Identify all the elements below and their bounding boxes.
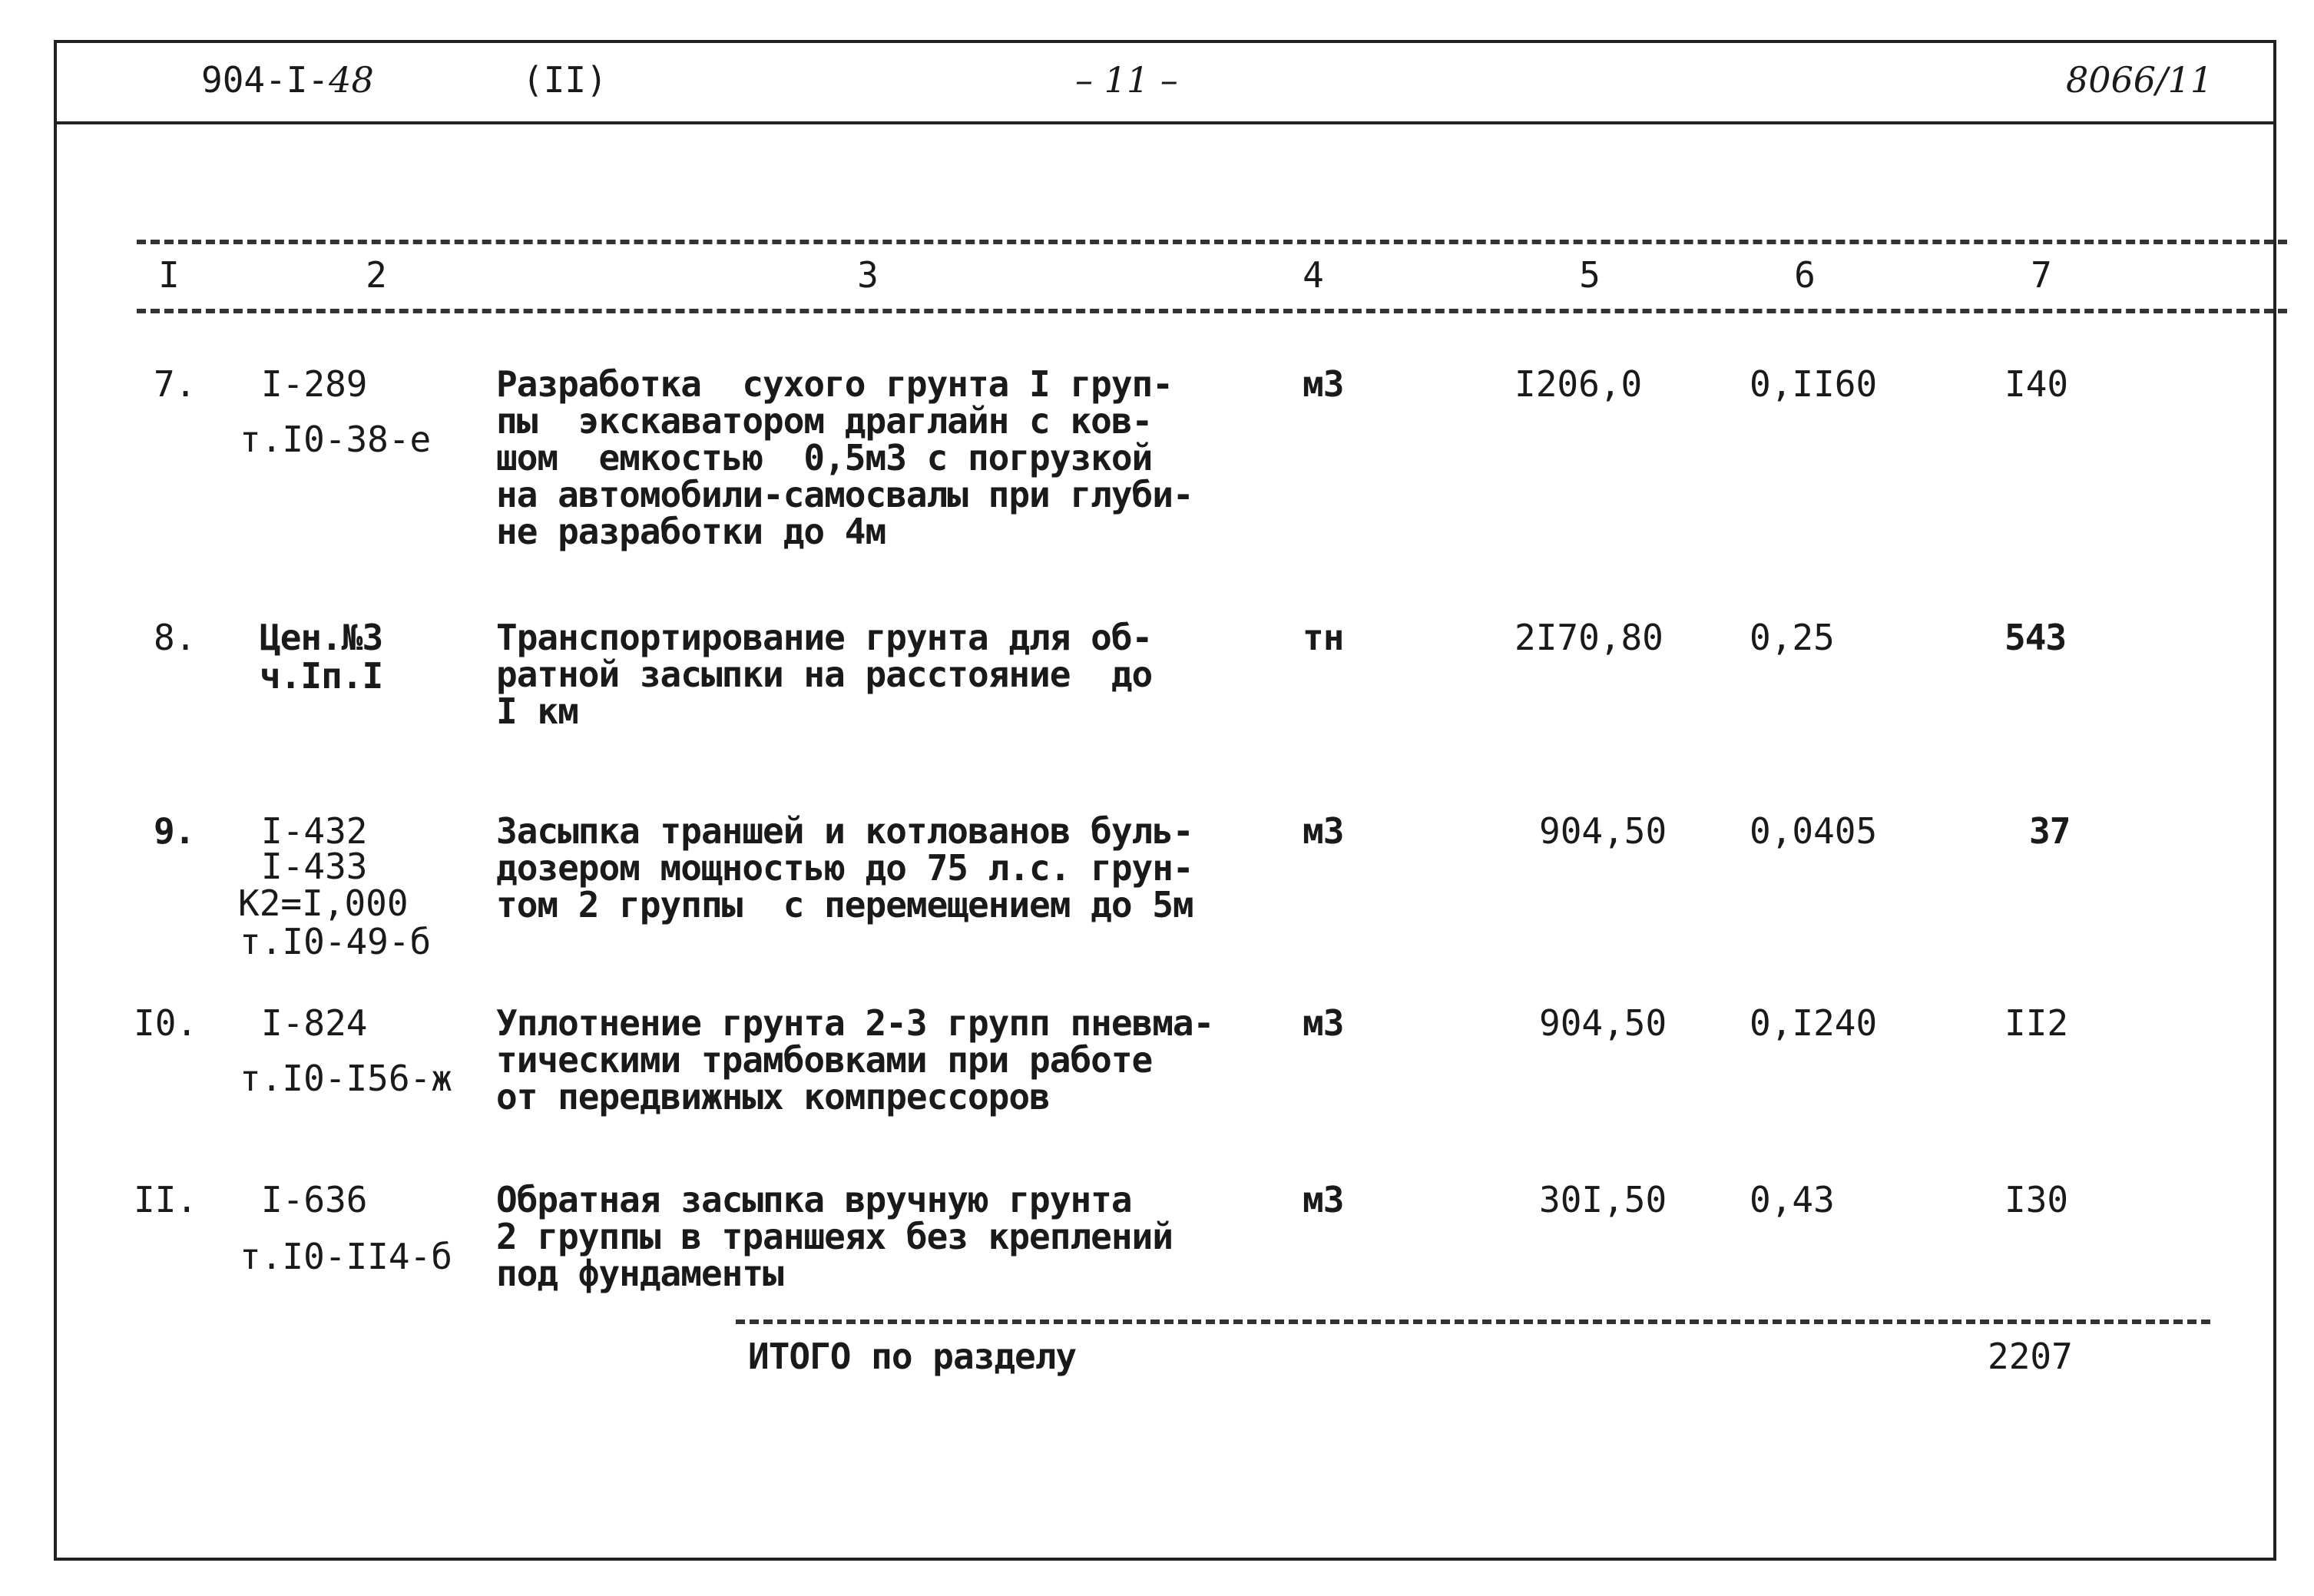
row-description-line: I км: [496, 690, 578, 732]
row-description-line: Обратная засыпка вручную грунта: [496, 1179, 1132, 1220]
row-number: I0.: [134, 1002, 198, 1044]
row-description-line: Транспортирование грунта для об-: [496, 617, 1153, 658]
row-number: II.: [134, 1179, 198, 1220]
column-header-4: 4: [1303, 254, 1324, 296]
document-number-handwritten: 48: [329, 59, 374, 101]
column-header-7: 7: [2031, 254, 2052, 296]
row-total: I40: [2004, 363, 2069, 405]
row-unit: м3: [1303, 1179, 1344, 1220]
row-code-line: ч.Iп.I: [260, 655, 383, 697]
column-header-5: 5: [1579, 254, 1601, 296]
row-number: 7.: [154, 363, 197, 405]
document-number-printed: 904-I-: [201, 59, 329, 101]
row-quantity: 904,50: [1539, 1002, 1667, 1044]
summary-rule: [736, 1320, 2210, 1324]
row-number: 8.: [154, 617, 197, 658]
row-unit: м3: [1303, 810, 1344, 852]
row-description-line: пы экскаватором драглайн с ков-: [496, 400, 1153, 442]
summary-total: 2207: [1988, 1336, 2073, 1377]
row-code-line: т.I0-II4-б: [240, 1236, 452, 1277]
row-quantity: I206,0: [1515, 363, 1643, 405]
row-code-line: I-289: [261, 363, 368, 405]
row-description-line: от передвижных компрессоров: [496, 1076, 1050, 1118]
row-code-line: I-636: [261, 1179, 368, 1220]
row-description-line: Разработка сухого грунта I груп-: [496, 363, 1173, 405]
row-rate: 0,I240: [1750, 1002, 1878, 1044]
row-rate: 0,43: [1750, 1179, 1835, 1220]
column-header-2: 2: [366, 254, 387, 296]
row-code-line: т.I0-I56-ж: [240, 1058, 452, 1099]
row-description-line: Уплотнение грунта 2-3 групп пневма-: [496, 1002, 1214, 1044]
row-description-line: шом емкостью 0,5м3 с погрузкой: [496, 437, 1153, 478]
row-code-line: т.I0-49-б: [240, 921, 432, 962]
summary-label: ИТОГО по разделу: [748, 1336, 1077, 1377]
column-header-1: I: [158, 254, 180, 296]
row-unit: тн: [1303, 617, 1344, 658]
row-total: II2: [2004, 1002, 2069, 1044]
row-quantity: 2I70,80: [1515, 617, 1663, 658]
row-quantity: 904,50: [1539, 810, 1667, 852]
row-rate: 0,0405: [1750, 810, 1878, 852]
row-description-line: тическими трамбовками при работе: [496, 1039, 1153, 1081]
row-code-line: К2=I,000: [238, 882, 409, 924]
sheet-reference: 8066/11: [2066, 59, 2213, 101]
row-description-line: на автомобили-самосвалы при глуби-: [496, 474, 1193, 515]
row-rate: 0,25: [1750, 617, 1835, 658]
row-code-line: I-824: [261, 1002, 368, 1044]
row-total: 543: [2004, 617, 2067, 658]
row-rate: 0,II60: [1750, 363, 1878, 405]
row-unit: м3: [1303, 1002, 1344, 1044]
row-number: 9.: [154, 810, 195, 852]
column-header-3: 3: [857, 254, 879, 296]
document-number: [201, 58, 374, 101]
row-code-line: Цен.№3: [260, 617, 383, 658]
row-description-line: под фундаменты: [496, 1253, 783, 1294]
row-code-line: I-432: [261, 810, 368, 852]
column-header-6: 6: [1794, 254, 1816, 296]
row-description-line: 2 группы в траншеях без креплений: [496, 1216, 1173, 1257]
row-description-line: Засыпка траншей и котлованов буль-: [496, 810, 1193, 852]
row-description-line: ратной засыпки на расстояние до: [496, 654, 1153, 695]
row-quantity: 30I,50: [1539, 1179, 1667, 1220]
column-header-top-rule: [137, 240, 2287, 244]
header-divider: [54, 121, 2276, 124]
row-description-line: дозером мощностью до 75 л.с. грун-: [496, 847, 1193, 889]
row-description-line: том 2 группы с перемещением до 5м: [496, 884, 1193, 925]
row-total: 37: [2029, 810, 2071, 852]
section-number: (II): [522, 59, 607, 101]
row-code-line: т.I0-38-е: [240, 419, 432, 460]
row-unit: м3: [1303, 363, 1344, 405]
page-number: – 11 –: [1075, 59, 1178, 101]
row-code-line: I-433: [261, 846, 368, 887]
row-description-line: не разработки до 4м: [496, 511, 886, 552]
row-total: I30: [2004, 1179, 2069, 1220]
column-header-bottom-rule: [137, 309, 2287, 313]
